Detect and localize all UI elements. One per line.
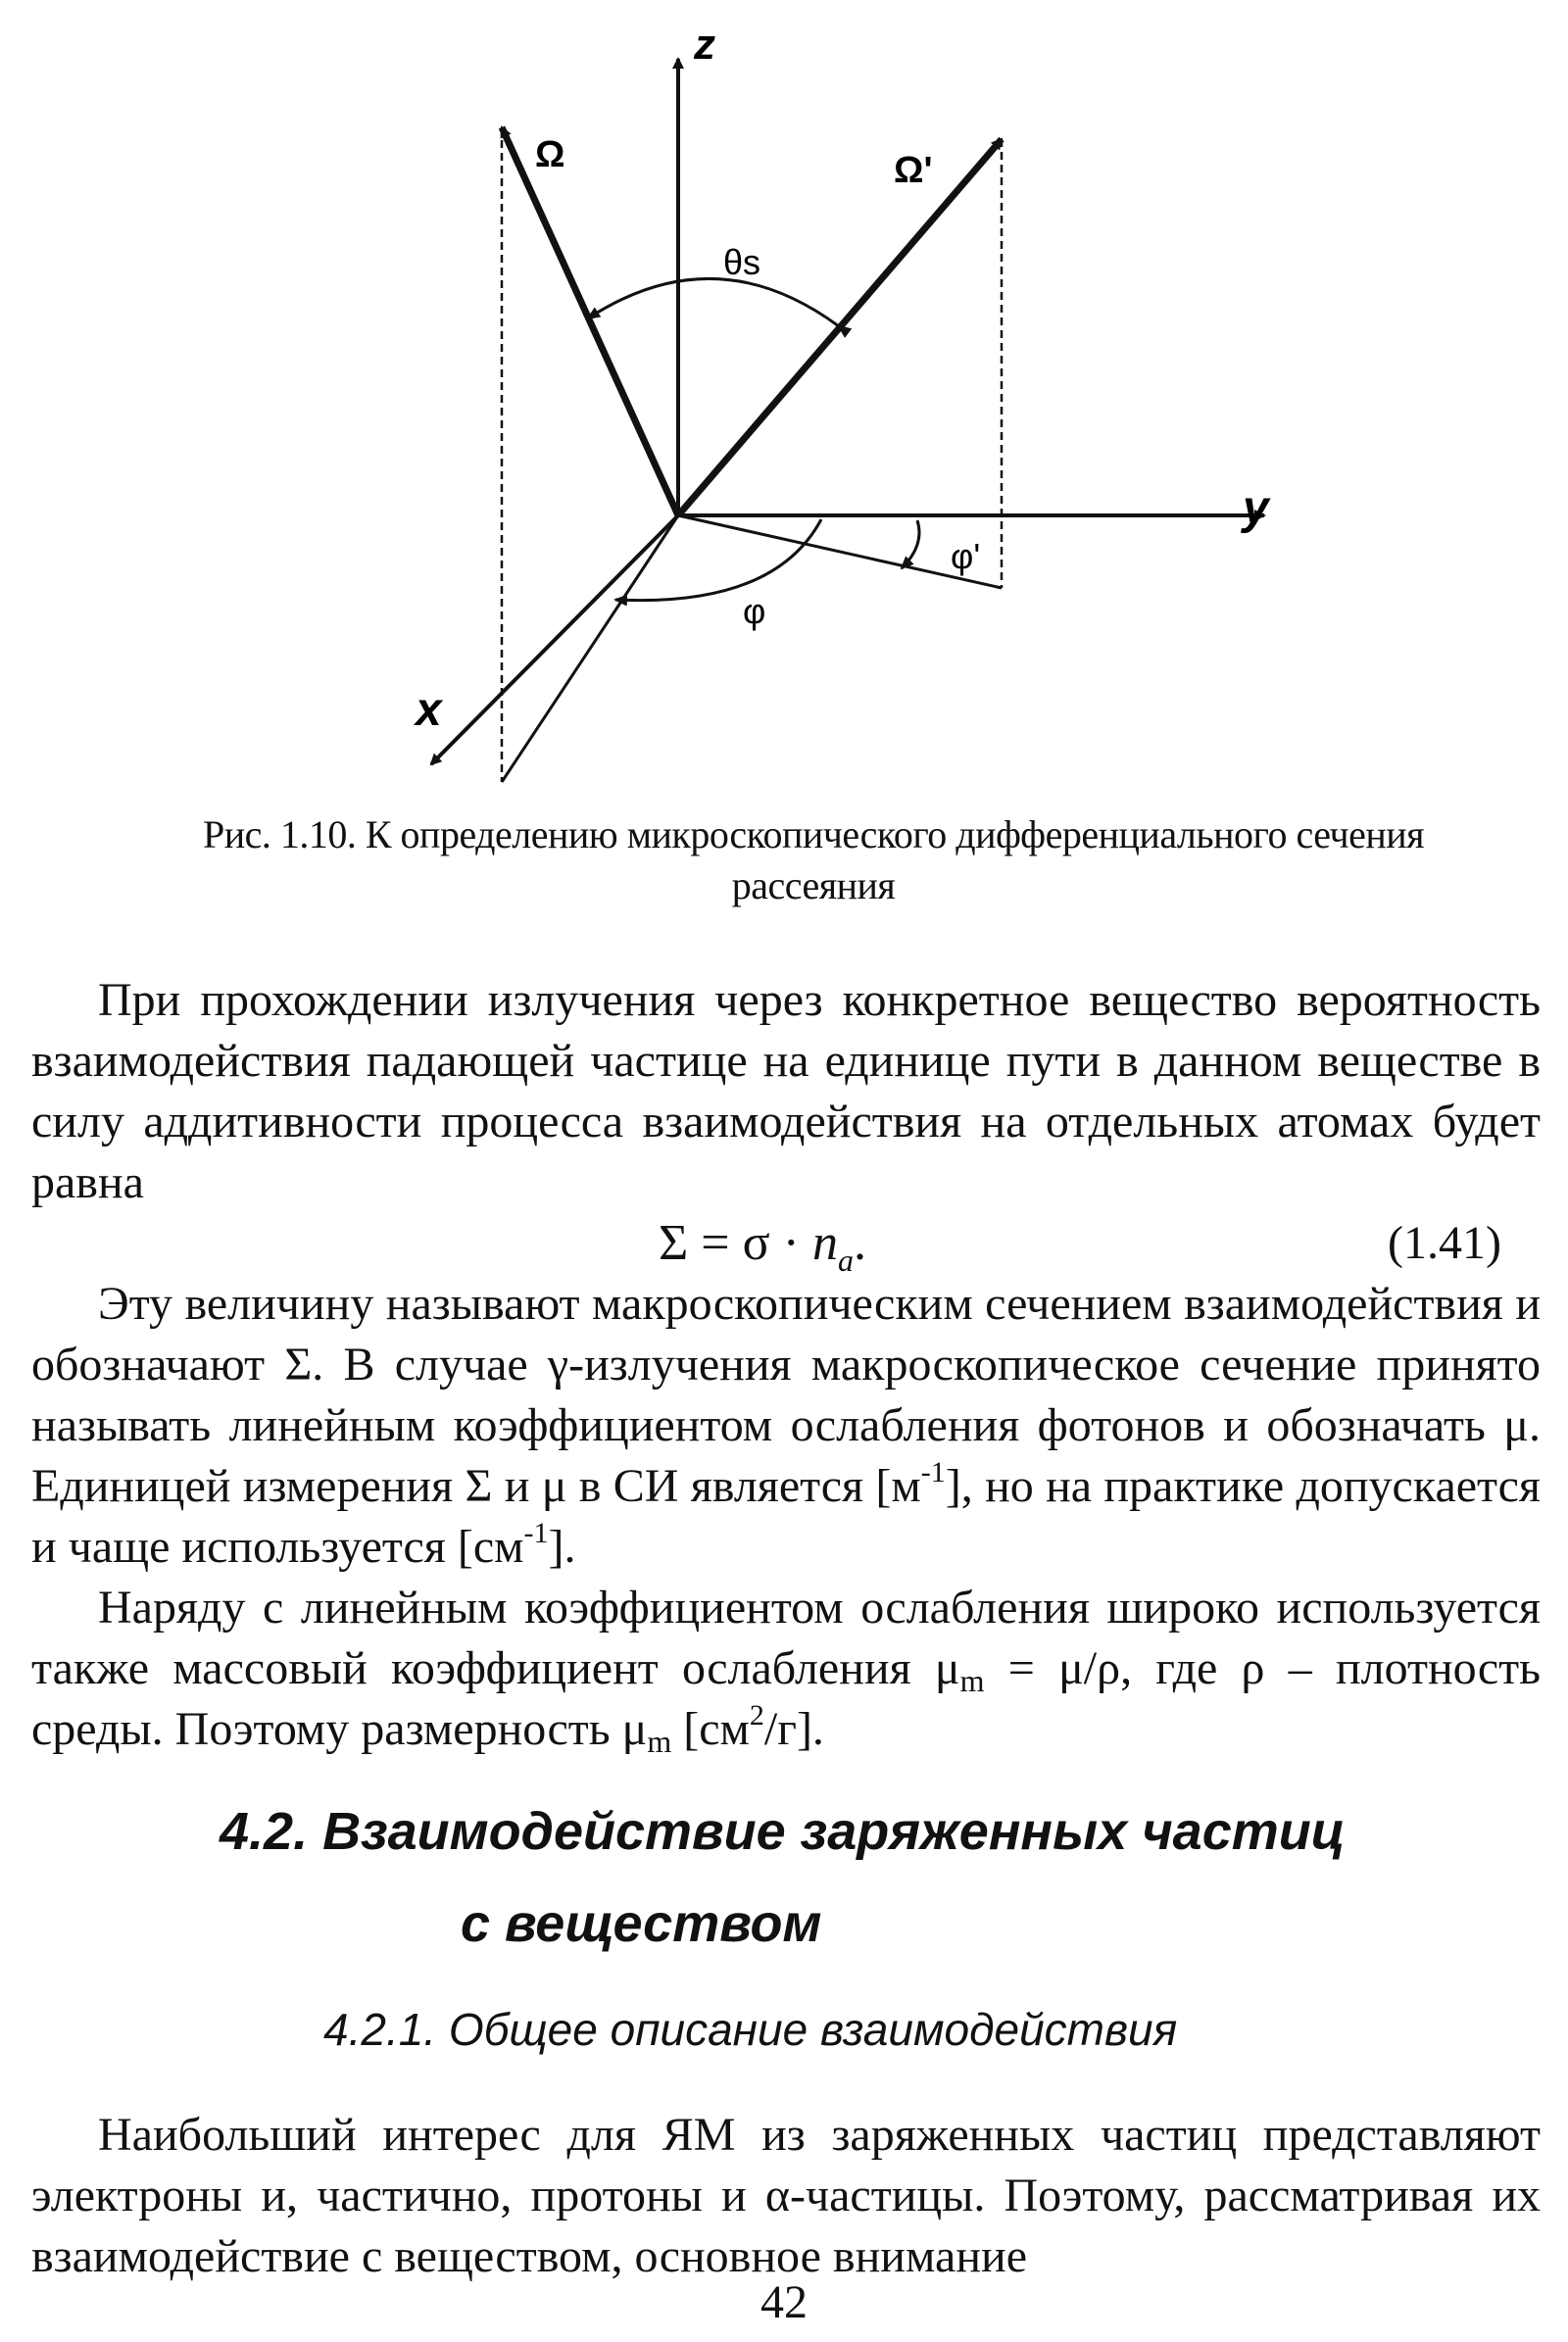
omega-prime-label: Ω' bbox=[894, 150, 933, 191]
omega-prime-vector bbox=[678, 139, 1002, 515]
z-label: z bbox=[694, 21, 715, 69]
text-block-2 bbox=[31, 2105, 1541, 2287]
omega-label: Ω bbox=[535, 134, 565, 175]
phi1-arc bbox=[902, 520, 919, 568]
paragraph-3: Наряду с линейным коэффициентом ослабления широко используется также массовый коэффициент ослабления $\mu_m = \mu/\rho$, где ρ – плотность среды. Поэтому размерность $\mu_m$ $[см^2/г]$. bbox=[31, 1582, 1541, 1759]
page-number: 42 bbox=[760, 2276, 808, 2328]
omega-projection bbox=[502, 515, 678, 782]
figure-caption bbox=[98, 809, 1529, 911]
section-heading-line-1: 4.2. Взаимодействие заряженных частиц bbox=[220, 1802, 1346, 1861]
paragraph-4: Наибольший интерес для ЯМ из заряженных частиц представляют электроны и, частично, протоны и α-частицы. Поэтому, рассматривая их взаимодействие с веществом, основное внимание bbox=[31, 2109, 1541, 2282]
caption-line-1: Рис. 1.10. К определению микроскопического дифференциального сечения bbox=[202, 812, 1425, 856]
equation-body: $\Sigma = \sigma \cdot n_a$. bbox=[659, 1215, 866, 1278]
equation-1-41 bbox=[31, 1213, 1541, 1278]
y-label: y bbox=[1243, 482, 1269, 534]
equation-number: (1.41) bbox=[1388, 1217, 1501, 1269]
omega-vector bbox=[502, 127, 678, 515]
caption-line-2: рассеяния bbox=[731, 863, 896, 907]
scattering-figure bbox=[0, 0, 1568, 813]
x-label: x bbox=[416, 684, 442, 736]
paragraph-2: Эту величину называют макроскопическим сечением взаимодействия и обозначают Σ. В случае γ-излучения макроскопическое сечение принято называть линейным коэффициентом ослабления фотонов и обозначать μ. Единицей измерения Σ и μ в СИ является $[м^{-1}]$, но на практике допускается и чаще используется $[см^{-1}]$. bbox=[31, 1278, 1541, 1573]
phi-label: φ bbox=[743, 591, 766, 631]
phi1-label: φ' bbox=[951, 536, 981, 576]
x-axis bbox=[431, 515, 678, 764]
theta-arc bbox=[588, 278, 839, 326]
paragraph-1: При прохождении излучения через конкретное вещество вероятность взаимодействия падающей частице на единице пути в данном веществе в силу аддитивности процесса взаимодействия на отдельных атомах будет равна bbox=[31, 974, 1541, 1208]
section-heading-line-2: с веществом bbox=[461, 1894, 822, 1953]
theta-label: θs bbox=[723, 242, 761, 282]
text-block-1 bbox=[31, 970, 1541, 1760]
phi-arc bbox=[615, 519, 821, 601]
subsection-heading: 4.2.1. Общее описание взаимодействия bbox=[323, 2004, 1178, 2055]
